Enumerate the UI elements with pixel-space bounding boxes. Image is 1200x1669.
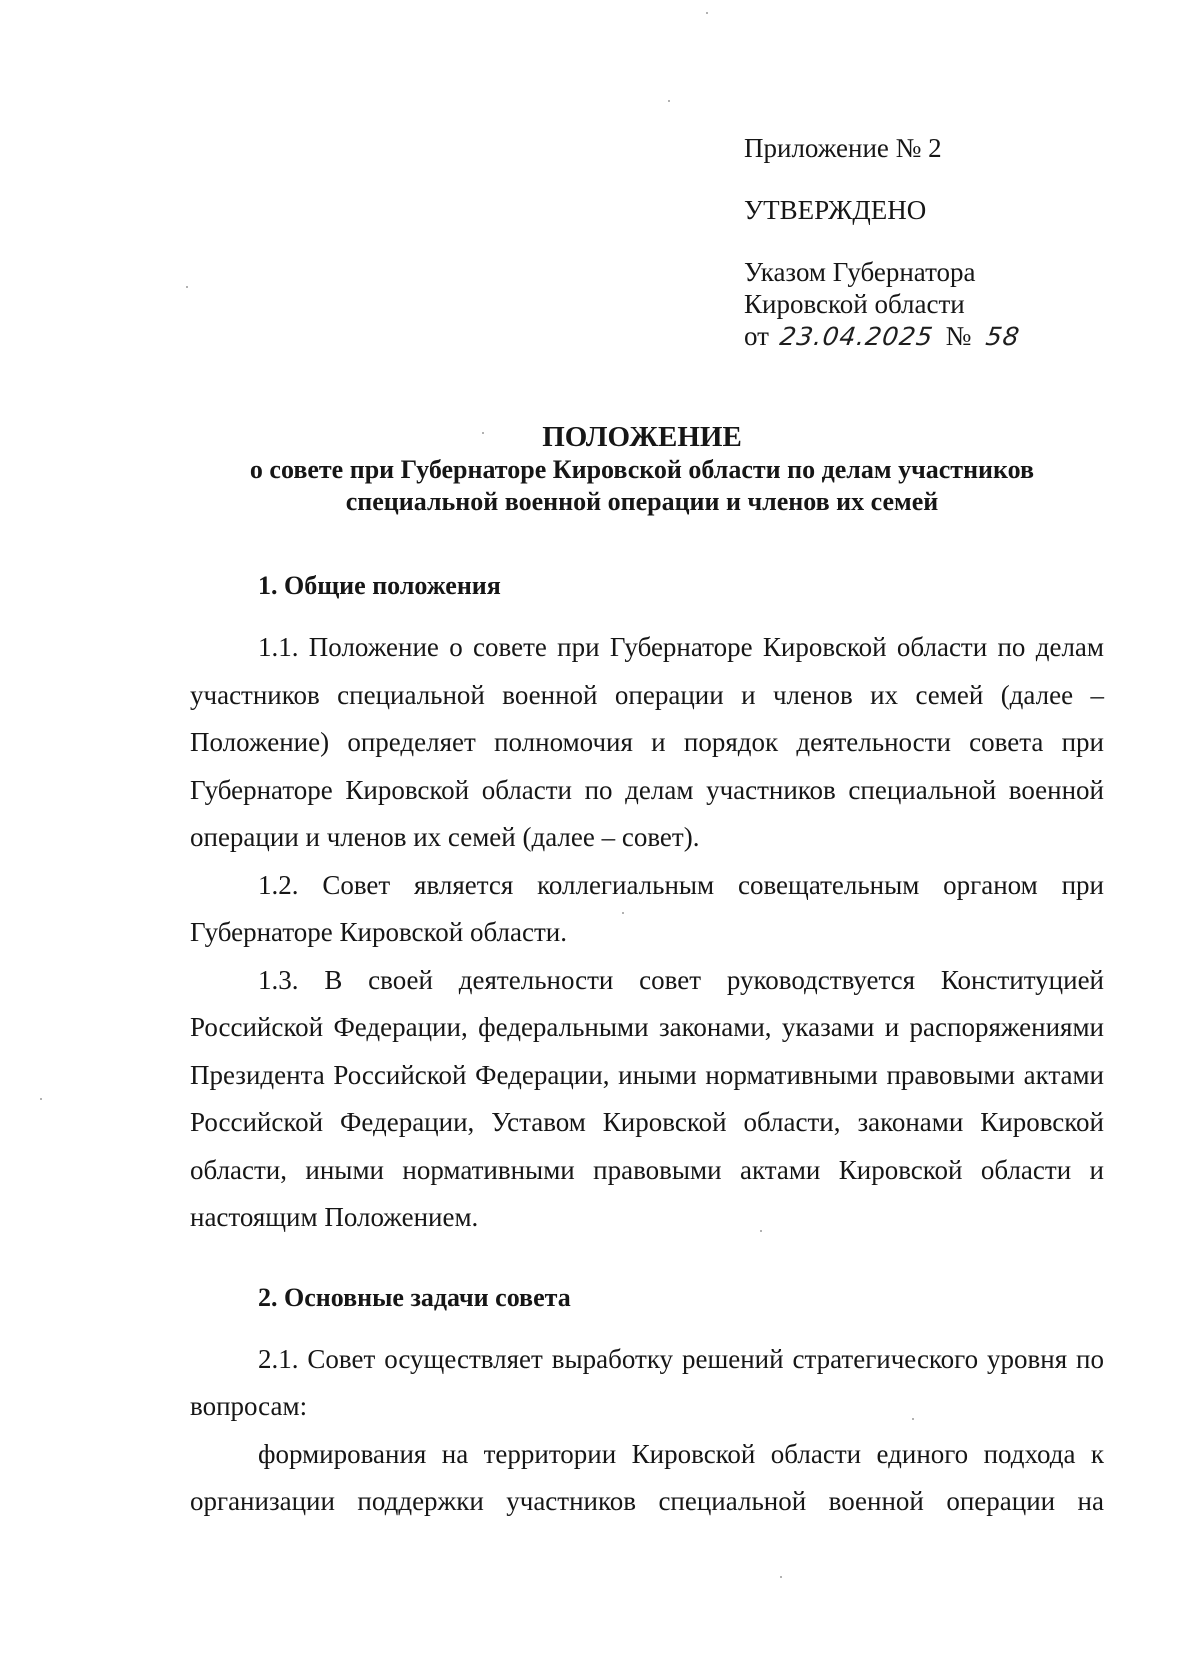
decree-line-2: Кировской области (744, 289, 965, 319)
scan-speck (780, 1576, 782, 1578)
scan-speck (40, 1098, 42, 1100)
decree-line-1: Указом Губернатора (744, 257, 976, 287)
document-subtitle-line-1: о совете при Губернаторе Кировской области по делам участников (249, 455, 1035, 484)
handwritten-number: 58 (984, 322, 1023, 351)
handwritten-date: 23.04.2025 (777, 322, 935, 351)
section-heading: 2. Основные задачи совета (258, 1282, 571, 1312)
paragraph: 1.3. В своей деятельности совет руководствуется Конституцией Российской Федерации, федеральными законами, указами и распоряжениями Президента Российской Федерации, иными нормативными правовыми актами Российской Федерации, Уставом Кировской области, законами Кировской области, иными нормативными правовыми актами Кировской области и настоящим Положением. (190, 964, 1104, 1232)
paragraph: формирования на территории Кировской области единого подхода к организации поддержки участников специальной военной операции на (190, 1438, 1104, 1516)
decree-date-line (744, 320, 1164, 353)
from-prefix: от (744, 321, 769, 351)
paragraph: 2.1. Совет осуществляет выработку решений стратегического уровня по вопросам: (190, 1343, 1104, 1421)
scan-speck (706, 12, 708, 14)
document-title: ПОЛОЖЕНИЕ (542, 421, 742, 453)
document-title-block (150, 420, 1134, 518)
scan-speck (668, 100, 670, 102)
document-subtitle-line-2: специальной военной операции и членов их семей (345, 487, 939, 516)
approved-label: УТВЕРЖДЕНО (744, 195, 927, 225)
document-body (190, 570, 1104, 1526)
section-heading: 1. Общие положения (258, 571, 501, 600)
number-prefix: № (945, 321, 972, 351)
scan-speck (186, 286, 188, 288)
appendix-label: Приложение № 2 (744, 133, 942, 163)
paragraph: 1.1. Положение о совете при Губернаторе Кировской области по делам участников специальной военной операции и членов их семей (далее – Положение) определяет полномочия и порядок деятельности совета при Губернаторе Кировской области по делам участников специальной военной операции и членов их семей (далее – совет). (190, 632, 1104, 852)
approval-block (744, 132, 1164, 353)
paragraph: 1.2. Совет является коллегиальным совещательным органом при Губернаторе Кировской области. (190, 869, 1104, 947)
